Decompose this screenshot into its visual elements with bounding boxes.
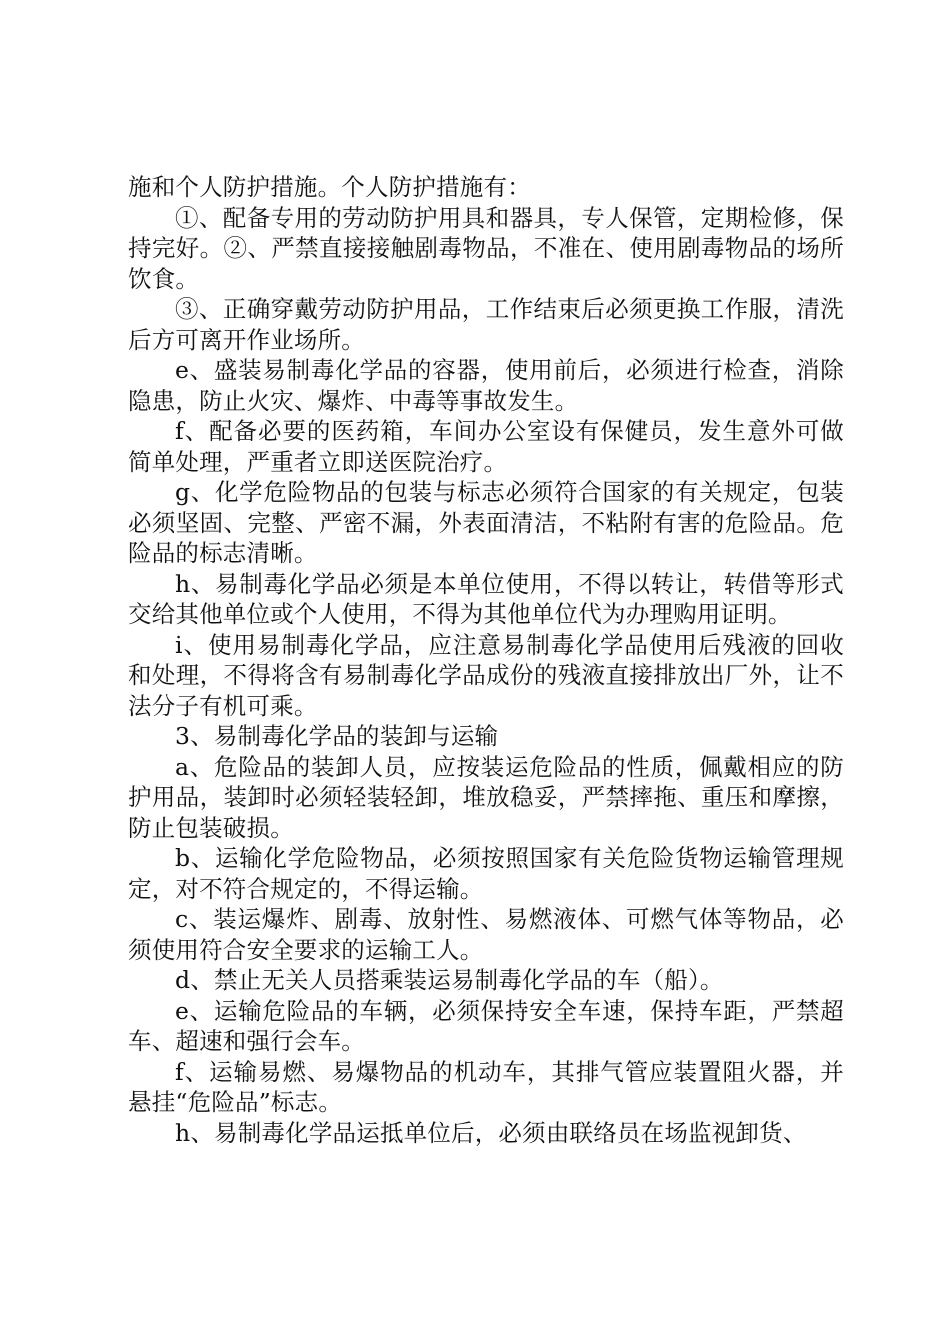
paragraph-item-h: h、易制毒化学品必须是本单位使用，不得以转让，转借等形式交给其他单位或个人使用，不得为其他单位代为办理购用证明。 (128, 569, 844, 628)
paragraph-item-i: i、使用易制毒化学品，应注意易制毒化学品使用后残液的回收和处理，不得将含有易制毒化学品成份的残液直接排放出厂外，让不法分子有机可乘。 (128, 630, 844, 720)
paragraph-item-e: e、盛装易制毒化学品的容器，使用前后，必须进行检查，消除隐患，防止火灾、爆炸、中毒等事故发生。 (128, 356, 844, 415)
paragraph-transport-d: d、禁止无关人员搭乘装运易制毒化学品的车（船）。 (175, 966, 724, 994)
paragraph-transport-b: b、运输化学危险物品，必须按照国家有关危险货物运输管理规定，对不符合规定的，不得运输。 (128, 844, 844, 903)
paragraph-item-1-2: ①、配备专用的劳动防护用具和器具，专人保管，定期检修，保持完好。②、严禁直接接触剧毒物品，不准在、使用剧毒物品的场所饮食。 (128, 203, 844, 293)
document-body (128, 172, 844, 1148)
paragraph-item-f: f、配备必要的医药箱，车间办公室设有保健员，发生意外可做简单处理，严重者立即送医院治疗。 (128, 417, 844, 476)
paragraph-transport-h: h、易制毒化学品运抵单位后，必须由联络员在场监视卸货、 (175, 1118, 807, 1147)
paragraph-continuation: 施和个人防护措施。个人防护措施有： (128, 173, 531, 201)
section-heading-3: 3、易制毒化学品的装卸与运输 (175, 722, 499, 750)
paragraph-item-g: g、化学危险物品的包装与标志必须符合国家的有关规定，包装必须坚固、完整、严密不漏，外表面清洁，不粘附有害的危险品。危险品的标志清晰。 (128, 478, 844, 567)
paragraph-transport-c: c、装运爆炸、剧毒、放射性、易燃液体、可燃气体等物品，必须使用符合安全要求的运输工人。 (128, 905, 844, 964)
paragraph-transport-e: e、运输危险品的车辆，必须保持安全车速，保持车距，严禁超车、超速和强行会车。 (128, 996, 844, 1055)
paragraph-item-3: ③、正确穿戴劳动防护用品，工作结束后必须更换工作服，清洗后方可离开作业场所。 (128, 295, 844, 354)
paragraph-transport-a: a、危险品的装卸人员，应按装运危险品的性质，佩戴相应的防护用品，装卸时必须轻装轻卸，堆放稳妥，严禁摔拖、重压和摩擦，防止包装破损。 (128, 752, 844, 842)
paragraph-transport-f: f、运输易燃、易爆物品的机动车，其排气管应装置阻火器，并悬挂“危险品”标志。 (128, 1057, 844, 1116)
